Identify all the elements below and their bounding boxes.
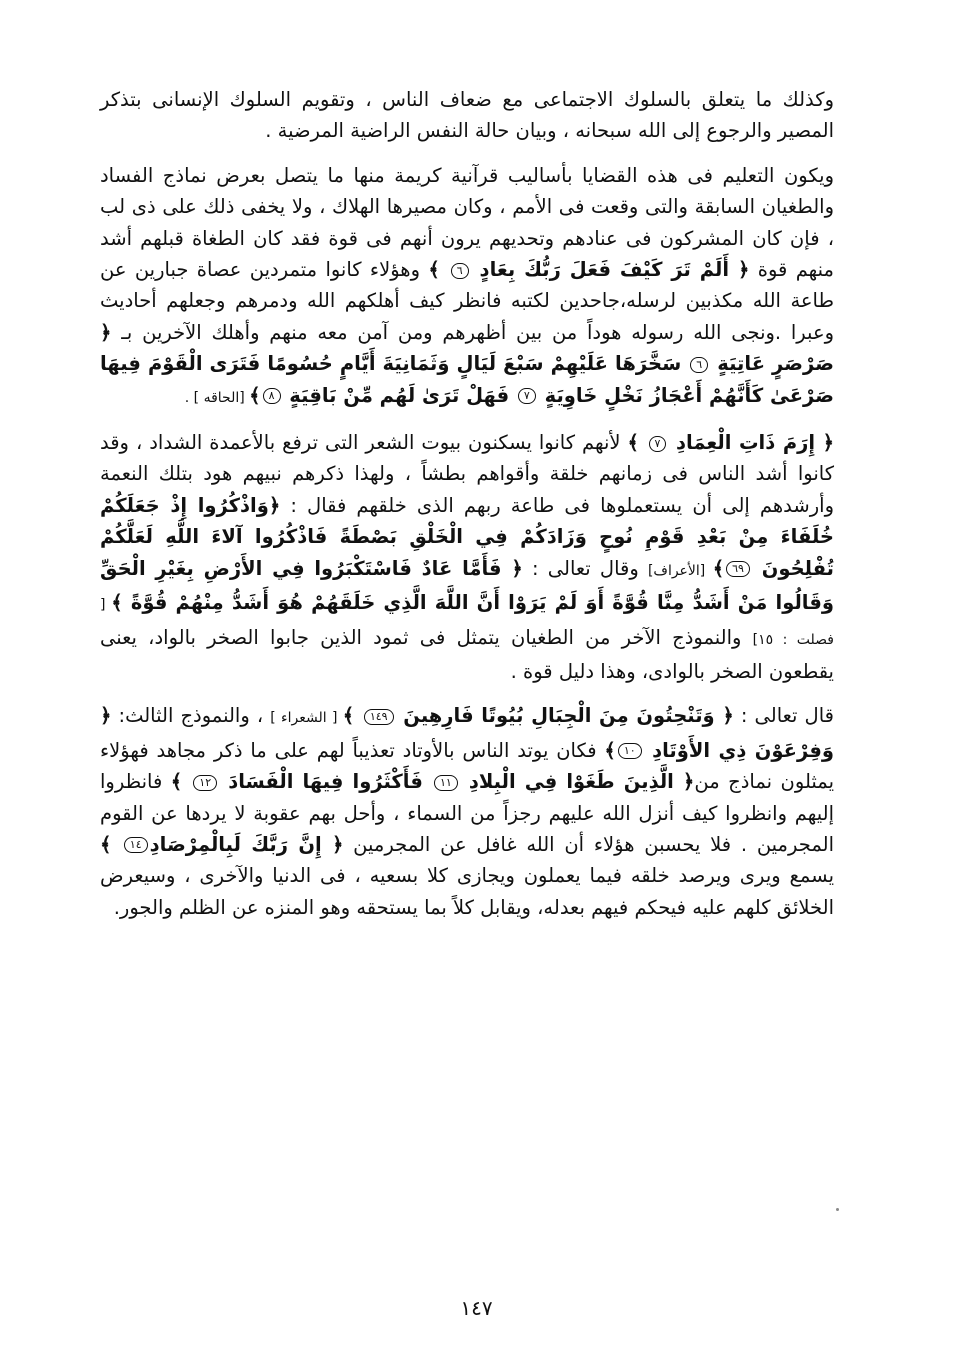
ayah-number: ٦ [690,357,708,373]
quran-verse: ﴾ [604,738,616,762]
quran-verse: ﴿ أَلَمْ تَرَ كَيْفَ فَعَلَ رَبُّكَ بِعَادٍ [470,258,750,282]
paragraph [100,160,834,414]
body-text-run: قال تعالى : [733,704,834,728]
body-text-run: وقال تعالى : [522,556,648,580]
paragraphs-container [100,84,834,923]
quran-verse: ﴿ إِرَمَ ذَاتِ الْعِمَادِ [668,431,835,455]
body-text-run: فانظروا إليهم وانظروا كيف أنزل الله عليهم رجزاً من السماء ، وأحل بهم عقوبة لا يردها عن القوم المجرمين . فلا يحسبن هؤلاء أن الله غافل عن المجرمين [100,770,834,856]
body-text-run: ، والنموذج الثالث: [111,704,271,728]
ayah-number: ٦ [451,263,469,279]
quran-verse: فَهَلْ تَرَىٰ لَهُم مِّنْ بَاقِيَةٍ [282,383,516,407]
quran-verse: ﴿ صَرْصَرٍ عَاتِيَةٍ [100,320,834,376]
body-text-run: لأنهم كانوا يسكنون بيوت الشعر التى ترفع بالأعمدة الشداد ، وقد كانوا أشد الناس فى زمانهم خلقة وأقواهم بطشاً ، ولهذا ذكرهم نبيهم هود بتلك النعمة وأرشدهم إلى أن يستعملوها فى طاعة ربهم الذى خلقهم فقال : [100,431,834,517]
paragraph [100,427,834,687]
verse-source: [ الشعراء ] [270,710,343,727]
ayah-number: ١٠ [618,743,642,759]
quran-verse: ﴿ فَأَمَّا عَادٌ فَاسْتَكْبَرُوا فِي الأَرْضِ بِغَيْرِ الْحَقِّ وَقَالُوا مَنْ أَشَدُّ مِنَّا قُوَّةً أَوَ لَمْ يَرَوْا أَنَّ اللَّهَ الَّذِي خَلَقَهُمْ هُوَ أَشَدُّ مِنْهُمْ قُوَّةً ﴾ [100,556,834,615]
quran-verse: ﴾ [428,258,449,282]
ayah-number: ٧ [518,388,536,404]
quran-verse: ﴾ [342,704,362,728]
paragraph [100,84,834,147]
verse-source: [ فصلت : ١٥] [100,597,834,648]
quran-verse: فَأَكْثَرُوا فِيهَا الْفَسَادَ [219,770,432,794]
ayah-number: ٧ [649,436,667,452]
ayah-number: ٦٩ [726,561,750,577]
quran-verse: ﴿ إِنَّ رَبَّكَ لَبِالْمِرْصَادِ [149,832,344,856]
ayah-number: ١٤٩ [364,709,394,725]
ayah-number: ١٤ [124,837,148,853]
quran-verse: ﴾ [627,431,647,455]
scan-speck [836,1208,839,1211]
body-text-run: فكان يوتد الناس بالأوتاد تعذيباً لهم على ما ذكر مجاهد فهؤلاء يمثلون نماذج من [100,738,834,794]
quran-verse: ﴿ وَفِرْعَوْنَ ذِي الأَوْتَادِ [100,704,834,762]
quran-verse: ﴾ [100,832,122,856]
page-number: ١٤٧ [460,1296,493,1320]
body-text-run: وكذلك ما يتعلق بالسلوك الاجتماعى مع ضعاف الناس ، وتقويم السلوك الإنسانى بتذكر المصير والرجوع إلى الله سبحانه ، وبيان حالة النفس الراضية المرضية . [100,88,834,143]
quran-verse: ﴾ [249,383,261,407]
body-text-run: ويكون التعليم فى هذه القضايا بأساليب قرآنية كريمة منها ما يتصل بعرض نماذج الفساد والطغيان السابقة والتى وقعت فى الأمم ، وكان مصيرها الهلاك ، ولا يخفى ذلك على ذى لب ، فإن كان المشركون فى عنادهم وتحديهم يرون أنهم فى قوة فقد كان الطغاة قبلهم أشد منهم قوة [100,163,834,282]
quran-verse: ﴿ وَتَنْحِتُونَ مِنَ الْجِبَالِ بُيُوتًا فَارِهِينَ [395,704,734,728]
verse-source: [الحاقه ] . [184,389,250,406]
paragraph [100,700,834,923]
quran-verse: ﴿وَاذْكُرُوا إِذْ جَعَلَكُمْ خُلَفَاءَ مِنْ بَعْدِ قَوْمِ نُوحٍ وَزَادَكُمْ فِي الْخَلْقِ بَصْطَةً فَاذْكُرُوا آلاءَ اللَّهِ لَعَلَّكُمْ تُفْلِحُونَ [100,493,834,580]
ayah-number: ١٢ [193,775,217,791]
body-text-run: وهؤلاء كانوا متمردين عصاة جبارين عن طاعة الله مكذبين لرسله،جاحدين لكتبه فانظر كيف أهلكهم الله ودمرهم وجعلهم أحاديث وعبرا .ونجى الله رسوله هوداً من بين أظهرهم ومن آمن معه منهم وأهلك الآخرين بـ [100,258,834,344]
ayah-number: ١١ [434,775,458,791]
quran-verse: ﴾ [712,556,725,580]
body-text-run: والنموذج الآخر من الطغيان يتمثل فى ثمود الذين جابوا الصخر بالواد، يعنى يقطعون الصخر بالوادى، وهذا دليل قوة . [100,625,834,683]
quran-verse: ﴾ [170,770,192,794]
verse-source: [الأعراف] [647,562,713,579]
body-text [100,84,834,923]
body-text-run: يسمع ويرى ويرصد خلقه فيما يعملون ويجازى كلا بسعيه ، فى الدنيا والآخرى ، وسيعرض الخلائق كلهم عليه فيحكم فيهم بعدله، ويقابل كلاً بما يستحقه وهو المنزه عن الظلم والجور. [100,864,834,919]
quran-verse: سَخَّرَهَا عَلَيْهِمْ سَبْعَ لَيَالٍ وَثَمَانِيَةَ أَيَّامٍ حُسُومًا فَتَرَى الْقَوْمَ فِيهَا صَرْعَىٰ كَأَنَّهُمْ أَعْجَازُ نَخْلٍ خَاوِيَةٍ [100,352,834,407]
ayah-number: ٨ [263,388,281,404]
quran-verse: ﴿ الَّذِينَ طَغَوْا فِي الْبِلادِ [459,770,695,794]
